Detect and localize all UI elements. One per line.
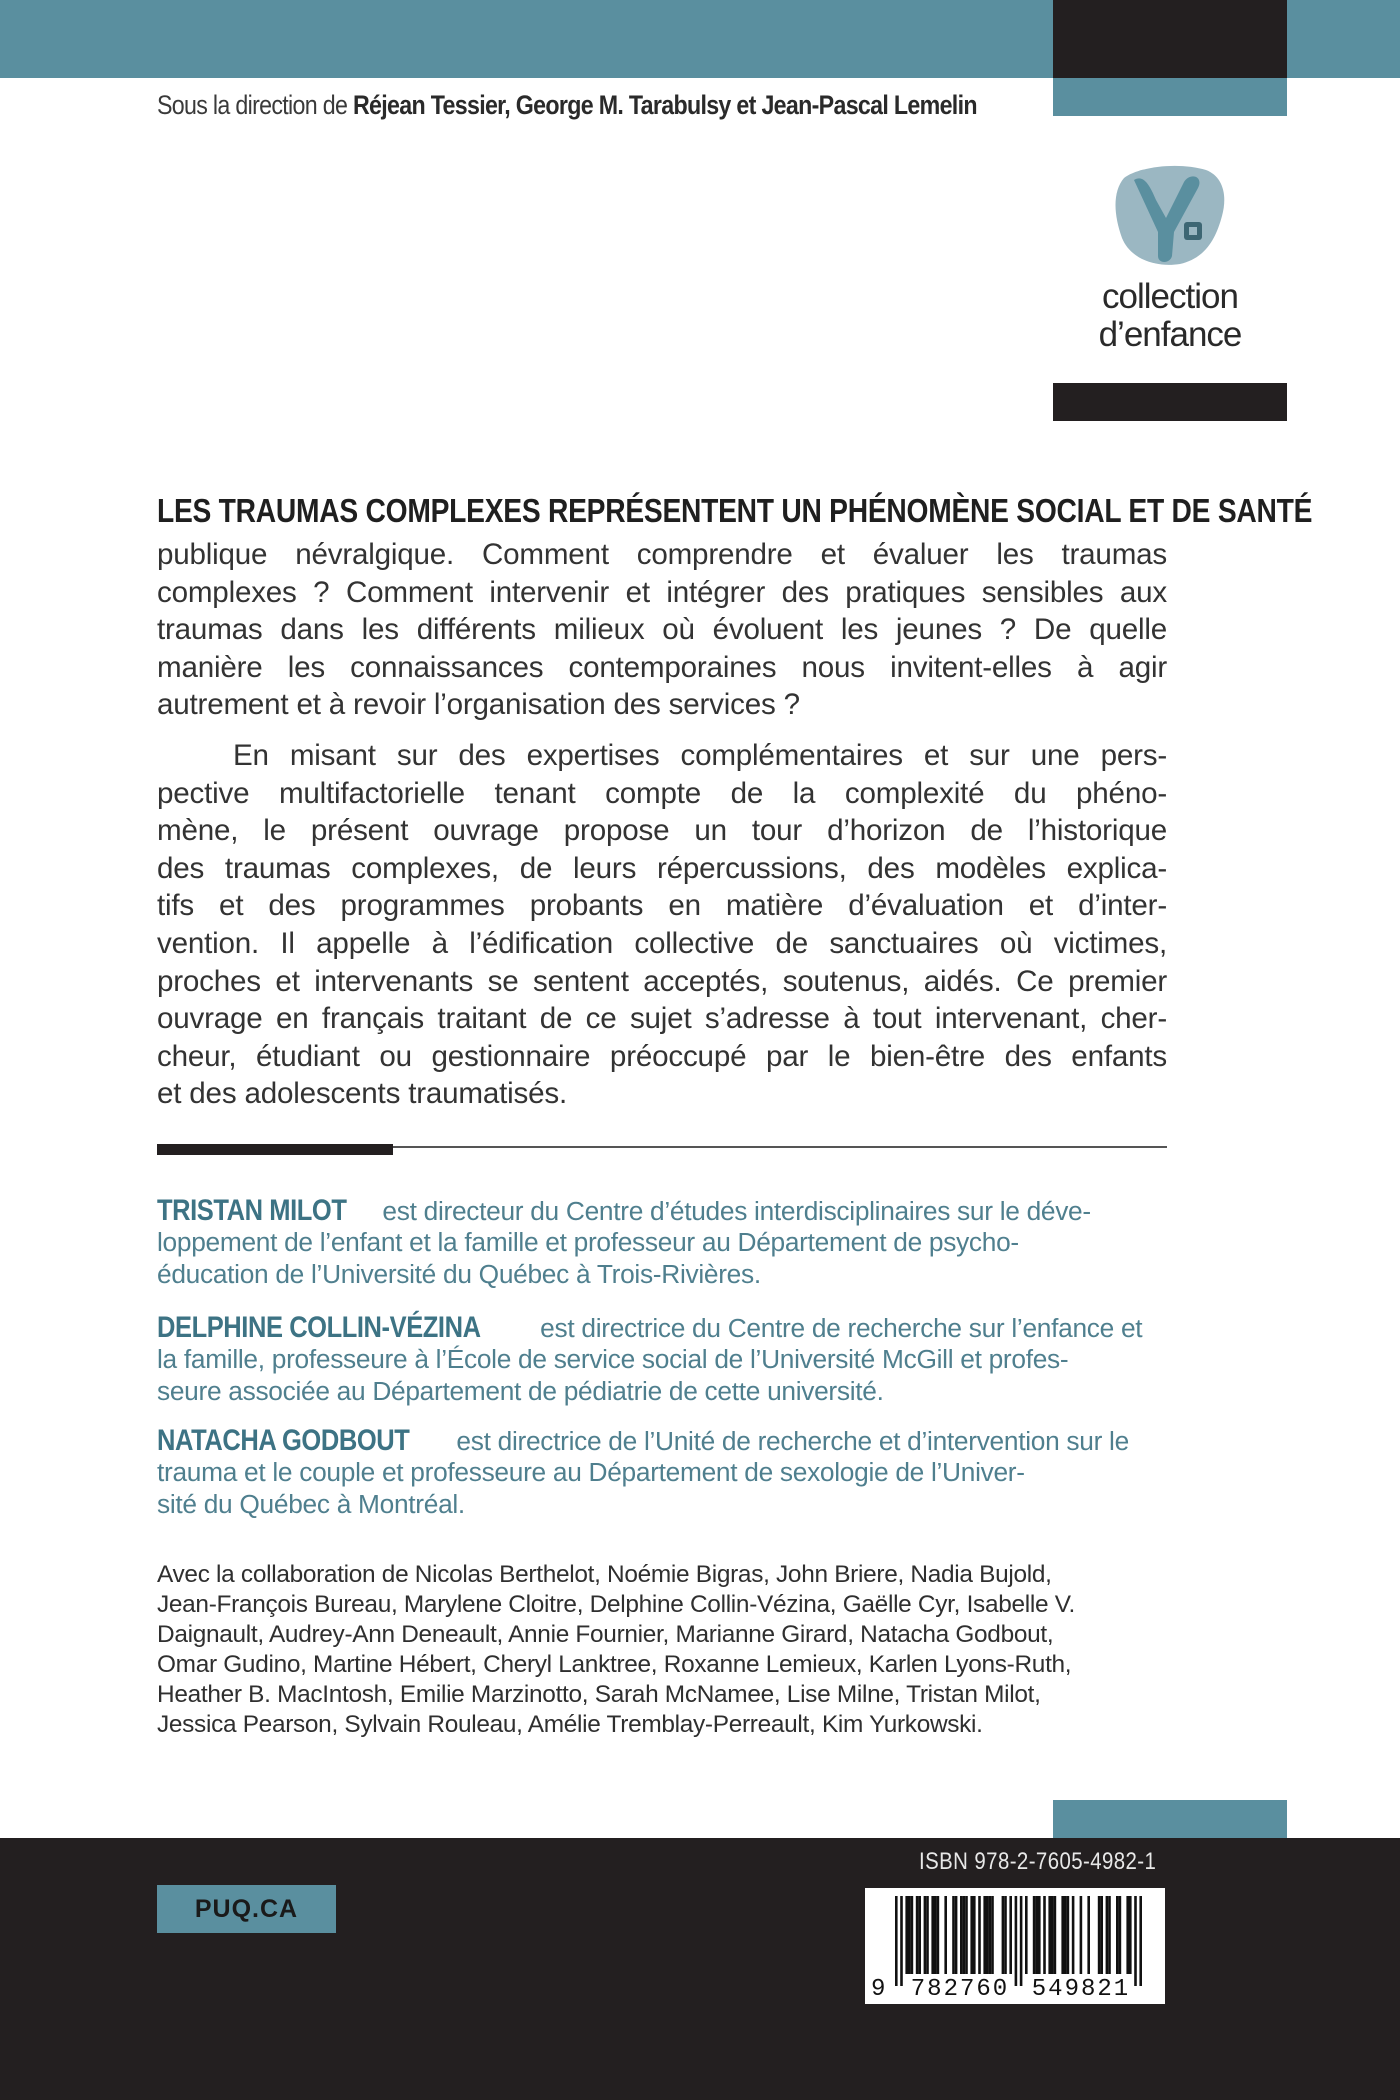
text-line: Omar Gudino, Martine Hébert, Cheryl Lanktree, Roxanne Lemieux, Karlen Lyons-Ruth, bbox=[157, 1651, 1072, 1678]
barcode-bar bbox=[965, 1896, 968, 1974]
text-line: éducation de l’Université du Québec à Trois-Rivières. bbox=[157, 1258, 761, 1289]
editors-prefix: Sous la direction de bbox=[157, 90, 353, 120]
text-line: traumas dans les différents milieux où évoluent les jeunes ? De quelle bbox=[157, 613, 1167, 647]
barcode-bar bbox=[926, 1896, 929, 1974]
author-bio bbox=[157, 1195, 1167, 1290]
text-line: En misant sur des expertises complémentaires et sur une pers- bbox=[233, 739, 1167, 772]
barcode-bar bbox=[1025, 1896, 1028, 1974]
text-line: la famille, professeure à l’École de service social de l’Université McGill et profes- bbox=[157, 1344, 1069, 1375]
text-line: manière les connaissances contemporaines nous invitent-elles à agir bbox=[157, 650, 1167, 684]
barcode-bar bbox=[934, 1896, 937, 1974]
author-name: DELPHINE COLLIN-VÉZINA bbox=[157, 1311, 481, 1344]
collaborators bbox=[157, 1560, 1167, 1740]
barcode-bar bbox=[1002, 1896, 1005, 1974]
text-line: Daignault, Audrey-Ann Deneault, Annie Fournier, Marianne Girard, Natacha Godbout, bbox=[157, 1621, 1054, 1648]
text-line: Jessica Pearson, Sylvain Rouleau, Amélie Tremblay-Perreault, Kim Yurkowski. bbox=[157, 1711, 983, 1738]
barcode-bar bbox=[952, 1896, 955, 1974]
barcode bbox=[865, 1888, 1165, 2004]
barcode-bar bbox=[1087, 1896, 1090, 1974]
text-line: Avec la collaboration de Nicolas Berthelot, Noémie Bigras, John Briere, Nadia Bujold, bbox=[157, 1561, 1052, 1588]
barcode-bar bbox=[1129, 1896, 1132, 1974]
text-line: proches et intervenants se sentent acceptés, soutenus, aidés. Ce premier bbox=[157, 964, 1167, 998]
barcode-bar bbox=[1072, 1896, 1075, 1974]
barcode-bar bbox=[983, 1896, 986, 1974]
barcode-bar bbox=[1106, 1896, 1109, 1974]
barcode-bar bbox=[1098, 1896, 1101, 1974]
collection-name-line1: collection bbox=[1102, 277, 1238, 316]
collection-logo-icon bbox=[1110, 160, 1230, 270]
isbn-label: ISBN 978-2-7605-4982-1 bbox=[919, 1848, 1157, 1875]
author-bio bbox=[157, 1425, 1167, 1520]
barcode-bar bbox=[905, 1896, 908, 1974]
text-line: mène, le présent ouvrage propose un tour d’horizon de l’historique bbox=[157, 814, 1167, 848]
barcode-bar bbox=[931, 1896, 934, 1974]
barcode-bar bbox=[908, 1896, 911, 1974]
barcode-digit-first: 9 bbox=[871, 1976, 886, 2003]
barcode-bar bbox=[960, 1896, 963, 1974]
summary-paragraph-2 bbox=[157, 737, 1167, 1113]
barcode-bar bbox=[1038, 1896, 1041, 1974]
editors-names: Réjean Tessier, George M. Tarabulsy et Jean-Pascal Lemelin bbox=[352, 90, 977, 120]
barcode-bar bbox=[1043, 1896, 1046, 1974]
barcode-bar bbox=[978, 1896, 981, 1974]
author-bio-first-line bbox=[157, 1312, 1167, 1344]
text-line: Heather B. MacIntosh, Emilie Marzinotto, Sarah McNamee, Lise Milne, Tristan Milot, bbox=[157, 1681, 1041, 1708]
barcode-bar bbox=[916, 1896, 919, 1974]
collection-name-line2: d’enfance bbox=[1098, 315, 1242, 354]
text-line: cheur, étudiant ou gestionnaire préoccupé par le bien-être des enfants bbox=[157, 1039, 1167, 1073]
text-line: Jean-François Bureau, Marylene Cloitre, Delphine Collin-Vézina, Gaëlle Cyr, Isabelle V. bbox=[157, 1591, 1075, 1618]
barcode-bar bbox=[918, 1896, 921, 1974]
collection-logo bbox=[1110, 160, 1230, 270]
text-line: des traumas complexes, de leurs répercussions, des modèles explica- bbox=[157, 851, 1167, 885]
barcode-bar bbox=[963, 1896, 966, 1974]
barcode-bar bbox=[955, 1896, 958, 1974]
barcode-bar bbox=[1061, 1896, 1064, 1974]
editors-line bbox=[157, 90, 977, 121]
barcode-digits-right: 549821 bbox=[1031, 1976, 1131, 2003]
barcode-bar bbox=[911, 1896, 914, 1974]
text-line: tifs et des programmes probants en matière d’évaluation et d’inter- bbox=[157, 889, 1167, 923]
barcode-bar bbox=[1139, 1896, 1142, 1986]
text-line: ouvrage en français traitant de ce sujet s’adresse à tout intervenant, cher- bbox=[157, 1002, 1167, 1036]
barcode-bar bbox=[986, 1896, 989, 1974]
text-line: et des adolescents traumatisés. bbox=[157, 1077, 567, 1111]
barcode-bar bbox=[1048, 1896, 1051, 1974]
section-divider-accent bbox=[157, 1144, 393, 1155]
barcode-bar bbox=[1067, 1896, 1070, 1974]
barcode-bar bbox=[1004, 1896, 1007, 1974]
summary-headline: LES TRAUMAS COMPLEXES REPRÉSENTENT UN PHÉNOMÈNE SOCIAL ET DE SANTÉ bbox=[157, 492, 1313, 529]
barcode-bar bbox=[1100, 1896, 1103, 1974]
barcode-bar bbox=[944, 1896, 947, 1974]
text-line: trauma et le couple et professeure au Département de sexologie de l’Univer- bbox=[157, 1457, 1025, 1488]
barcode-bar bbox=[1020, 1896, 1023, 1986]
barcode-bar bbox=[1108, 1896, 1111, 1974]
author-name: TRISTAN MILOT bbox=[157, 1194, 347, 1227]
barcode-bar bbox=[900, 1896, 903, 1986]
barcode-bar bbox=[895, 1896, 898, 1986]
barcode-bar bbox=[1009, 1896, 1012, 1974]
text-line: est directeur du Centre d’études interdisciplinaires sur le déve- bbox=[375, 1196, 1091, 1226]
author-bio-first-line bbox=[157, 1195, 1167, 1227]
footer-dark-band bbox=[0, 1838, 1400, 2100]
barcode-bar bbox=[937, 1896, 940, 1974]
barcode-bar bbox=[1015, 1896, 1018, 1986]
text-line: seure associée au Département de pédiatrie de cette université. bbox=[157, 1375, 884, 1406]
text-line: autrement et à revoir l’organisation des services ? bbox=[157, 688, 800, 722]
footer-teal-tab bbox=[1053, 1800, 1287, 1838]
barcode-bar bbox=[924, 1896, 927, 1974]
barcode-bar bbox=[1134, 1896, 1137, 1986]
author-bio bbox=[157, 1312, 1167, 1407]
collection-dark-bar bbox=[1053, 383, 1287, 421]
author-bio-first-line bbox=[157, 1425, 1167, 1457]
text-line: est directrice de l’Unité de recherche et d’intervention sur le bbox=[449, 1426, 1129, 1456]
collection-name bbox=[1053, 278, 1287, 354]
barcode-bar bbox=[989, 1896, 992, 1974]
barcode-bar bbox=[991, 1896, 994, 1974]
text-line: sité du Québec à Montréal. bbox=[157, 1488, 465, 1519]
barcode-bar bbox=[1054, 1896, 1057, 1974]
top-dark-block bbox=[1053, 0, 1287, 78]
author-name: NATACHA GODBOUT bbox=[157, 1424, 410, 1457]
text-line: est directrice du Centre de recherche sur l’enfance et bbox=[533, 1313, 1143, 1343]
barcode-digits-left: 782760 bbox=[910, 1976, 1010, 2003]
barcode-bar bbox=[1051, 1896, 1054, 1974]
text-line: complexes ? Comment intervenir et intégrer des pratiques sensibles aux bbox=[157, 575, 1167, 609]
text-line: vention. Il appelle à l’édification collective de sanctuaires où victimes, bbox=[157, 926, 1167, 960]
barcode-bar bbox=[1119, 1896, 1122, 1974]
barcode-bar bbox=[1080, 1896, 1083, 1974]
barcode-bar bbox=[1116, 1896, 1119, 1974]
text-line: loppement de l’enfant et la famille et professeur au Département de psycho- bbox=[157, 1227, 1019, 1258]
barcode-bar bbox=[1035, 1896, 1038, 1974]
barcode-bar bbox=[1126, 1896, 1129, 1974]
barcode-bar bbox=[970, 1896, 973, 1974]
summary-paragraph-1 bbox=[157, 536, 1167, 724]
text-line: pective multifactorielle tenant compte de la complexité du phéno- bbox=[157, 776, 1167, 810]
barcode-bar bbox=[1064, 1896, 1067, 1974]
text-line: publique névralgique. Comment comprendre et évaluer les traumas bbox=[157, 538, 1167, 571]
barcode-bar bbox=[1033, 1896, 1036, 1974]
publisher-site-badge: PUQ.CA bbox=[157, 1885, 336, 1933]
barcode-bar bbox=[973, 1896, 976, 1974]
top-teal-tab bbox=[1053, 78, 1287, 116]
